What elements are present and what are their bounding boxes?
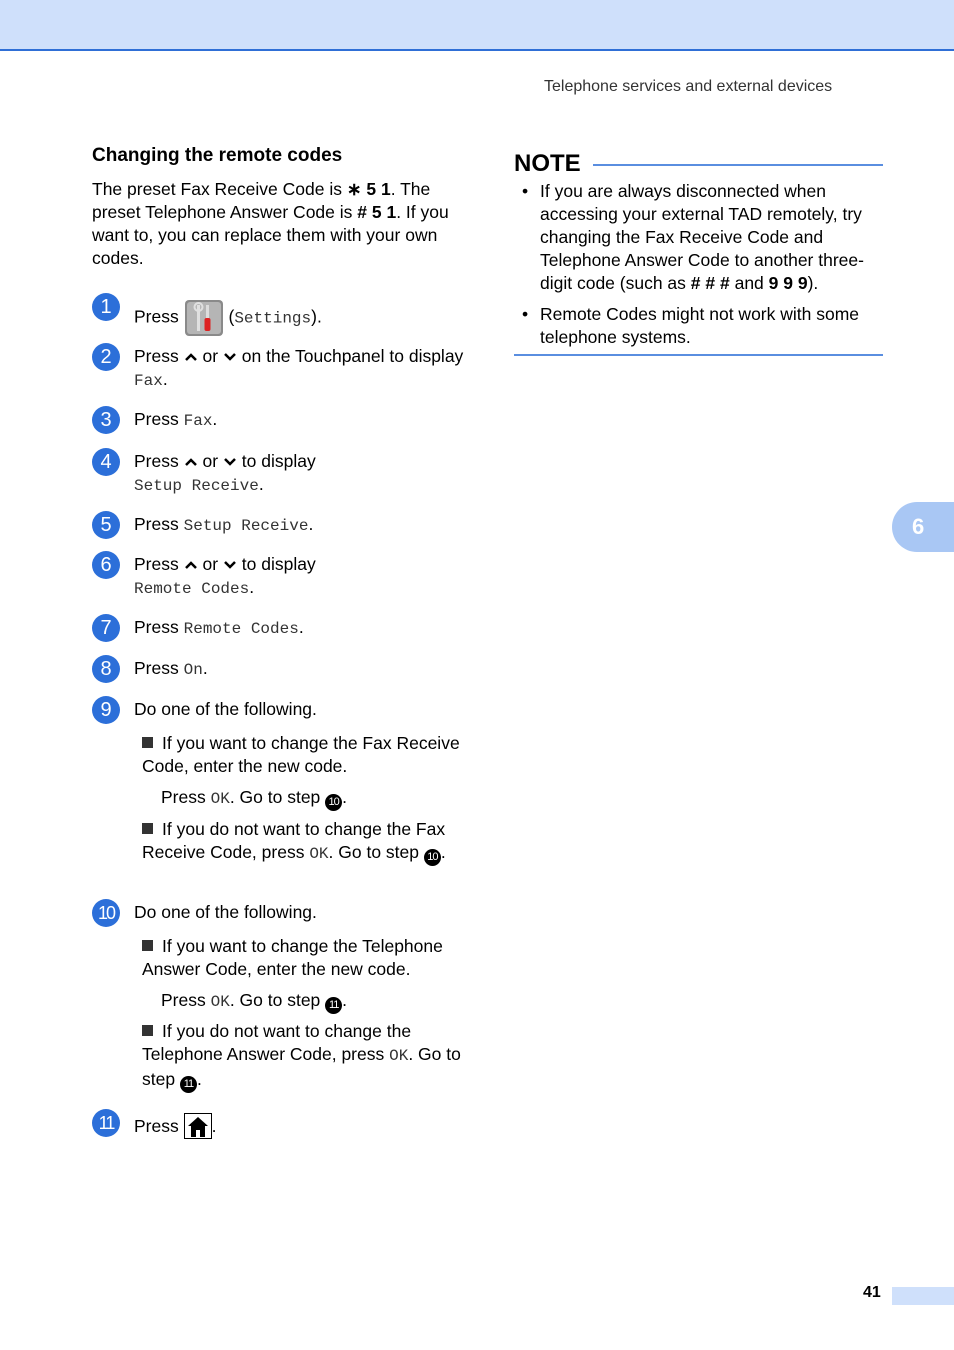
- step-number: 2: [92, 343, 120, 371]
- note-item: • Remote Codes might not work with some telephone systems.: [514, 303, 886, 349]
- down-arrow-icon[interactable]: [223, 457, 237, 467]
- step-reference: 11: [325, 997, 342, 1014]
- up-arrow-icon[interactable]: [184, 457, 198, 467]
- running-title: Telephone services and external devices: [544, 78, 833, 95]
- settings-tools-icon[interactable]: [184, 299, 224, 337]
- home-icon[interactable]: [184, 1113, 212, 1139]
- list-item: If you do not want to change the Fax Receive Code, press OK. Go to step 10 .: [142, 818, 472, 866]
- step-number: 6: [92, 551, 120, 579]
- list-item: Press OK. Go to step 11 .: [161, 989, 491, 1014]
- note-item: • If you are always disconnected when accessing your external TAD remotely, try changing the Fax Receive Code and Telephone Answer Code to another three-digit code (such as # # # and 9 9 9).: [514, 180, 886, 295]
- square-bullet-icon: [142, 823, 153, 834]
- note-title: NOTE: [514, 150, 581, 177]
- square-bullet-icon: [142, 940, 153, 951]
- square-bullet-icon: [142, 1025, 153, 1036]
- up-arrow-icon[interactable]: [184, 352, 198, 362]
- step-reference: 10: [424, 849, 441, 866]
- list-item: If you do not want to change the Telephone Answer Code, press OK. Go to step 11 .: [142, 1020, 472, 1093]
- step-number: 4: [92, 448, 120, 476]
- header-band: [0, 0, 954, 51]
- note-list: [514, 180, 886, 357]
- section-title: Changing the remote codes: [92, 145, 343, 166]
- step-reference: 10: [325, 794, 342, 811]
- note-bottom-rule: [514, 354, 883, 356]
- step-number: 1: [92, 293, 120, 321]
- step-reference: 11: [180, 1076, 197, 1093]
- step-number: 10: [92, 899, 120, 927]
- down-arrow-icon[interactable]: [223, 352, 237, 362]
- list-item: Press OK. Go to step 10 .: [161, 786, 491, 811]
- up-arrow-icon[interactable]: [184, 560, 198, 570]
- step-number: 8: [92, 655, 120, 683]
- list-item: If you want to change the Fax Receive Code, enter the new code.: [142, 733, 460, 776]
- step-number: 11: [92, 1109, 120, 1137]
- list-item: If you want to change the Telephone Answer Code, enter the new code.: [142, 936, 443, 979]
- note-top-rule: [593, 164, 883, 166]
- step-number: 9: [92, 696, 120, 724]
- step-number: 5: [92, 511, 120, 539]
- square-bullet-icon: [142, 737, 153, 748]
- intro-paragraph: The preset Fax Receive Code is ∗ 5 1. The preset Telephone Answer Code is # 5 1. If you want to, you can replace them with your own codes.: [92, 179, 449, 268]
- footer-bar: [892, 1287, 954, 1305]
- down-arrow-icon[interactable]: [223, 560, 237, 570]
- chapter-tab[interactable]: 6: [892, 502, 954, 552]
- page-number: 41: [863, 1284, 881, 1301]
- step-number: 7: [92, 614, 120, 642]
- step-number: 3: [92, 406, 120, 434]
